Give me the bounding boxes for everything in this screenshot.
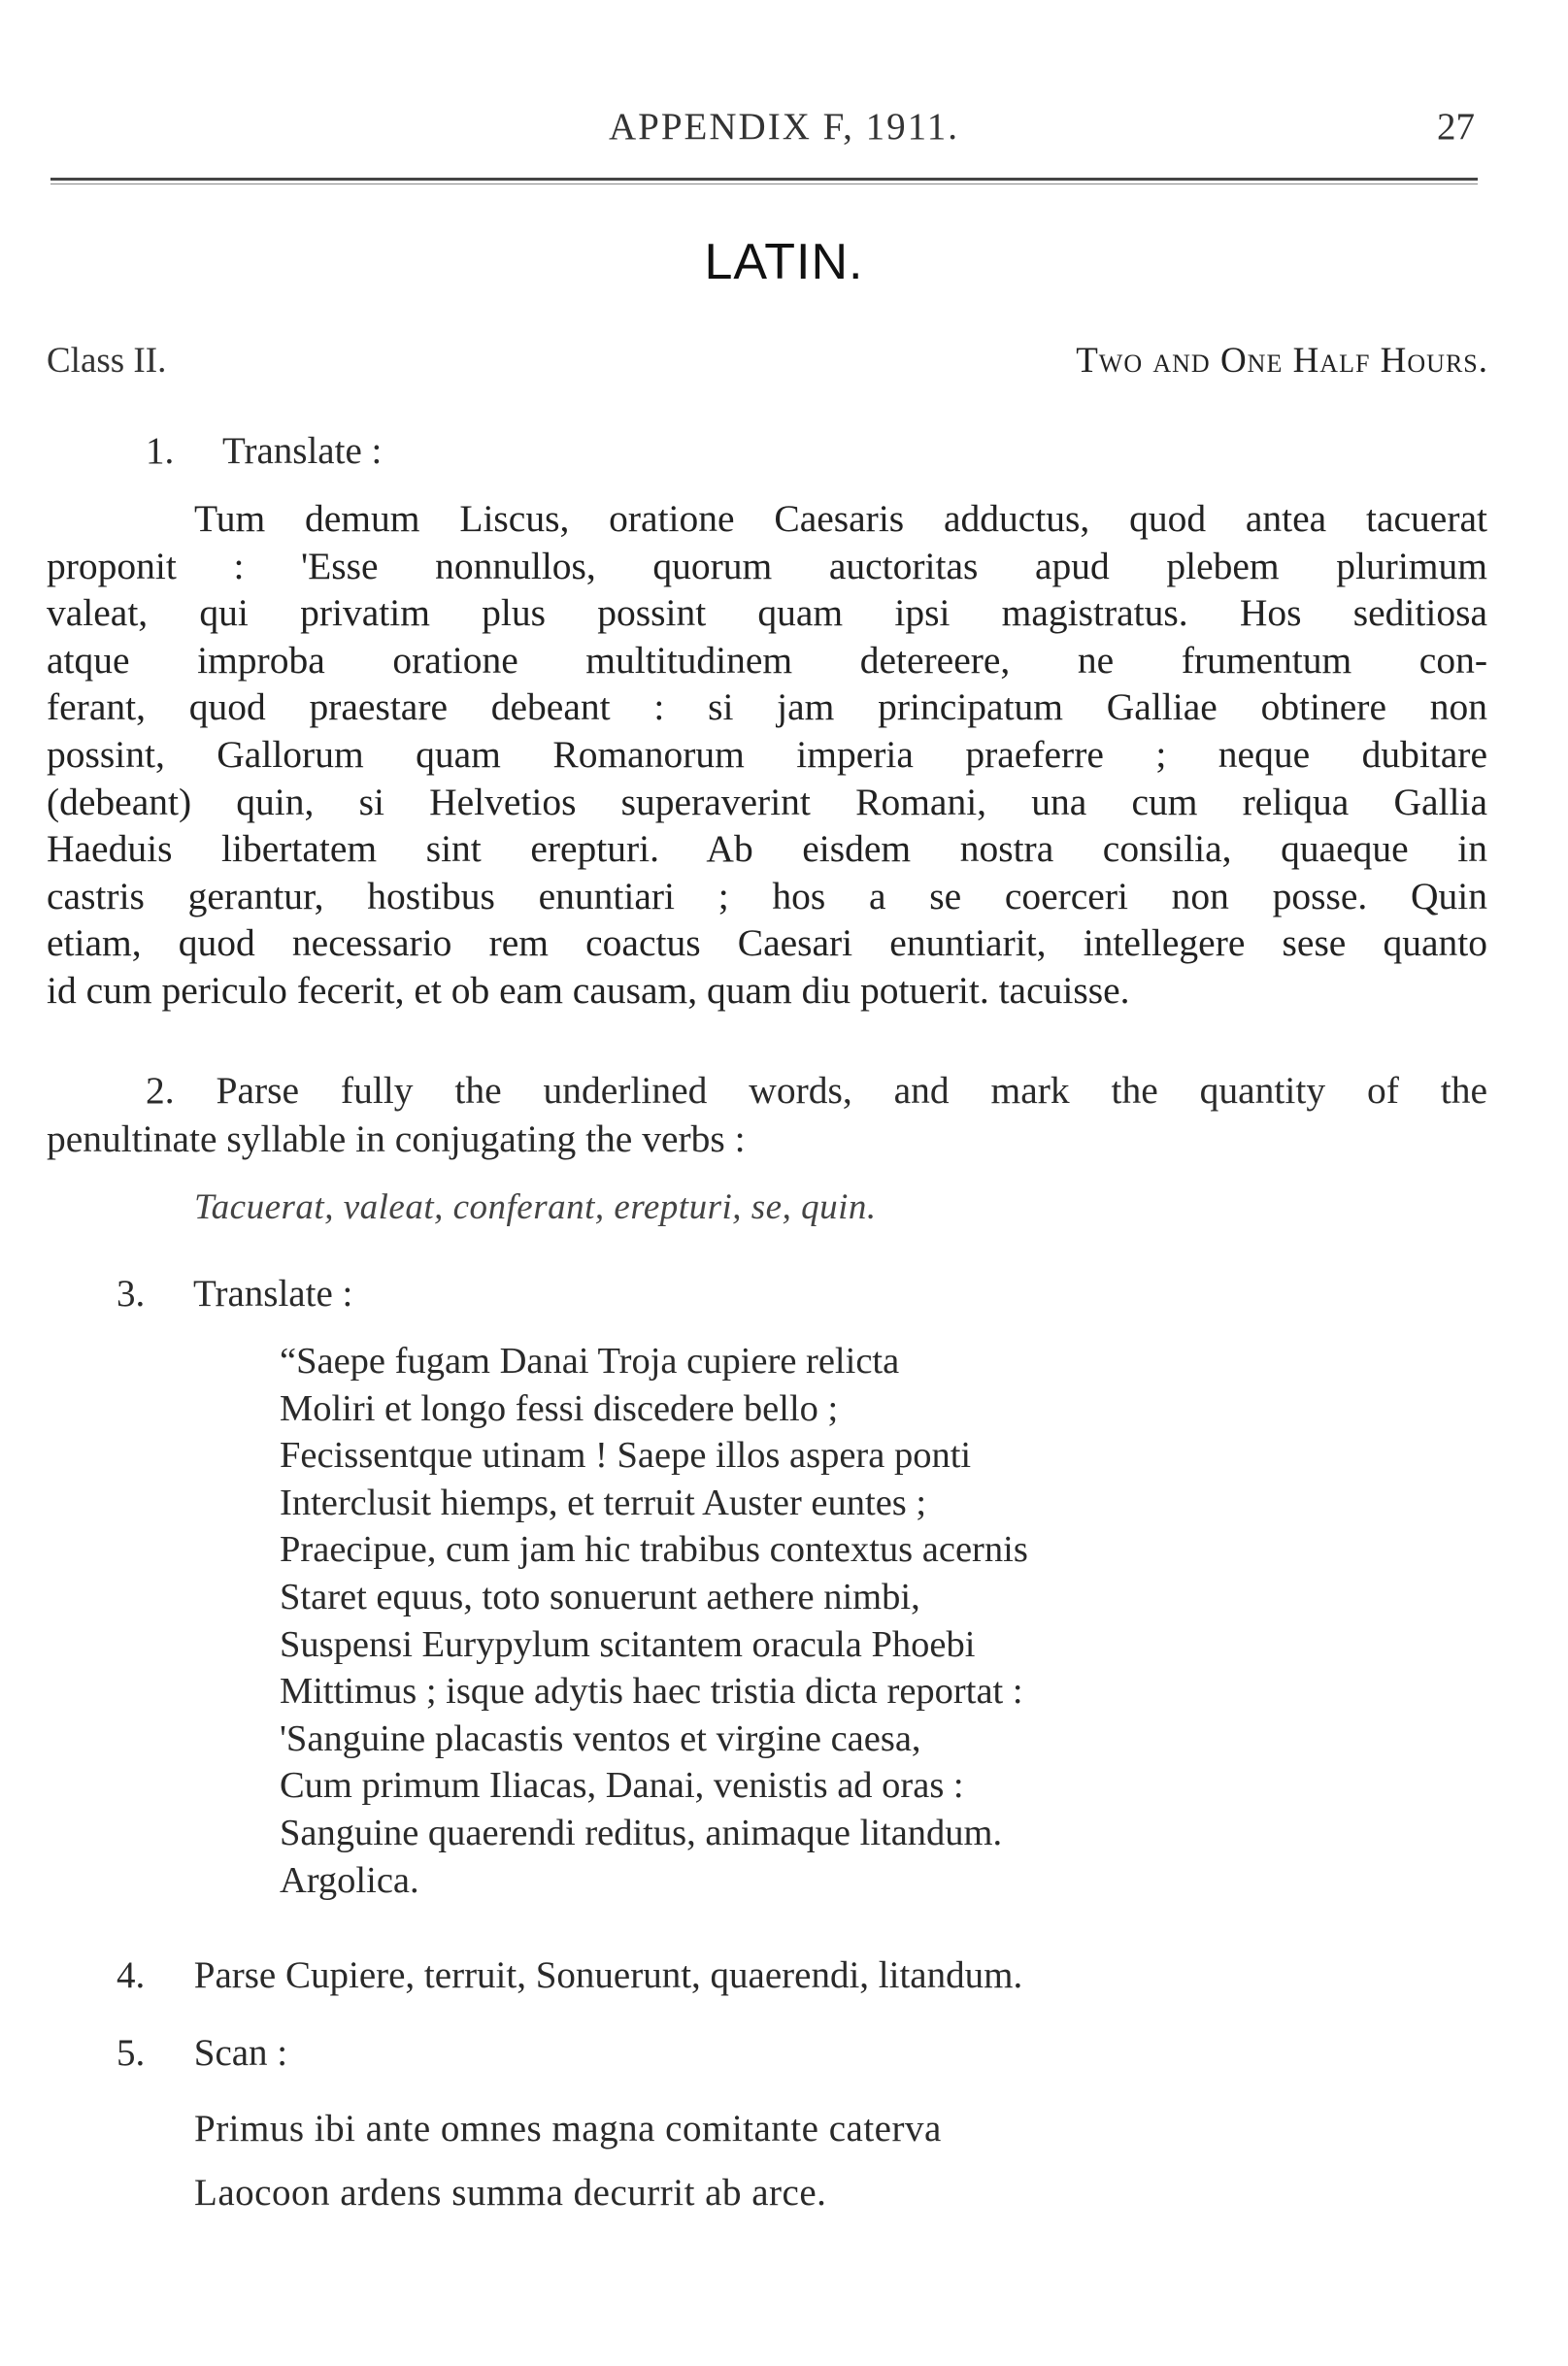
verse-line: “Saepe fugam Danai Troja cupiere relicta bbox=[280, 1341, 900, 1382]
passage-line: possint, Gallorum quam Romanorum imperia praeferre ; neque dubitare bbox=[47, 732, 1487, 776]
verse-line: Interclusit hiemps, et terruit Auster euntes ; bbox=[280, 1482, 927, 1523]
passage-line: ferant, quod praestare debeant : si jam principatum Galliae obtinere non bbox=[47, 685, 1487, 729]
question-number: 4. bbox=[117, 1954, 146, 1996]
question-text-line bbox=[47, 1066, 1487, 1115]
passage-line: proponit : 'Esse nonnullos, quorum auctoritas apud plebem plurimum bbox=[47, 544, 1487, 587]
header-rule bbox=[50, 178, 1478, 181]
verse-line: 'Sanguine placastis ventos et virgine caesa, bbox=[280, 1717, 921, 1759]
question-instruction: Translate : bbox=[193, 1273, 353, 1315]
question-5-heading bbox=[117, 2031, 1563, 2075]
scansion-line: Primus ibi ante omnes magna comitante caterva bbox=[194, 2108, 942, 2149]
passage-line: (debeant) quin, si Helvetios superaverint Romani, una cum reliqua Gallia bbox=[47, 780, 1487, 823]
verse-line: Staret equus, toto sonuerunt aethere nimbi, bbox=[280, 1576, 920, 1617]
parse-word-list: Tacuerat, valeat, conferant, erepturi, se, quin. bbox=[194, 1187, 877, 1227]
passage-line: id cum periculo fecerit, et ob eam causam, quam diu potuerit. tacuisse. bbox=[47, 968, 1130, 1012]
question-2 bbox=[47, 1066, 1487, 1163]
passage-line: etiam, quod necessario rem coactus Caesari enuntiarit, intellegere sese quanto bbox=[47, 921, 1487, 965]
question-text: Parse fully the underlined words, and mark the quantity of the bbox=[216, 1069, 1488, 1112]
question-instruction: Translate : bbox=[222, 430, 383, 472]
passage-line: Haeduis libertatem sint erepturi. Ab eisdem nostra consilia, quaeque in bbox=[47, 827, 1487, 871]
prose-passage bbox=[47, 495, 1487, 1015]
header-rule-thin bbox=[50, 183, 1478, 184]
page-header bbox=[0, 105, 1568, 153]
question-number: 1. bbox=[146, 430, 175, 472]
question-text: Parse Cupiere, terruit, Sonuerunt, quaerendi, litandum. bbox=[193, 1954, 1023, 1996]
verse-line: Praecipue, cum jam hic trabibus contextus acernis bbox=[280, 1529, 1028, 1571]
class-label: Class II. bbox=[47, 341, 167, 381]
question-text-line: penultinate syllable in conjugating the verbs : bbox=[47, 1117, 746, 1160]
passage-line: atque improba oratione multitudinem detereere, ne frumentum con- bbox=[47, 638, 1487, 682]
verse-passage bbox=[280, 1338, 1028, 1904]
verse-line: Argolica. bbox=[280, 1859, 419, 1901]
question-1-heading bbox=[146, 429, 1568, 473]
question-number: 3. bbox=[117, 1273, 146, 1315]
verse-line: Mittimus ; isque adytis haec tristia dicta reportat : bbox=[280, 1671, 1023, 1713]
question-4 bbox=[117, 1953, 1563, 1997]
scansion-lines bbox=[194, 2097, 942, 2225]
question-number: 2. bbox=[146, 1069, 175, 1112]
verse-line: Fecissentque utinam ! Saepe illos aspera ponti bbox=[280, 1435, 972, 1477]
passage-line: castris gerantur, hostibus enuntiari ; hos a se coerceri non posse. Quin bbox=[47, 874, 1487, 917]
verse-line: Suspensi Eurypylum scitantem oracula Phoebi bbox=[280, 1623, 976, 1665]
scansion-line: Laocoon ardens summa decurrit ab arce. bbox=[194, 2172, 827, 2214]
subject-heading: LATIN. bbox=[704, 234, 864, 290]
verse-line: Moliri et longo fessi discedere bello ; bbox=[280, 1387, 839, 1429]
verse-line: Cum primum Iliacas, Danai, venistis ad oras : bbox=[280, 1765, 964, 1807]
running-title: APPENDIX F, 1911. bbox=[609, 106, 959, 148]
question-3-heading bbox=[117, 1272, 1563, 1316]
page-number: 27 bbox=[1437, 106, 1475, 148]
passage-line: valeat, qui privatim plus possint quam ipsi magistratus. Hos seditiosa bbox=[47, 591, 1487, 635]
exam-duration: Two and One Half Hours. bbox=[1076, 341, 1488, 381]
question-number: 5. bbox=[117, 2032, 146, 2074]
verse-line: Sanguine quaerendi reditus, animaque litandum. bbox=[280, 1812, 1003, 1853]
question-instruction: Scan : bbox=[193, 2032, 288, 2074]
passage-line: Tum demum Liscus, oratione Caesaris adductus, quod antea tacuerat bbox=[194, 497, 1487, 540]
